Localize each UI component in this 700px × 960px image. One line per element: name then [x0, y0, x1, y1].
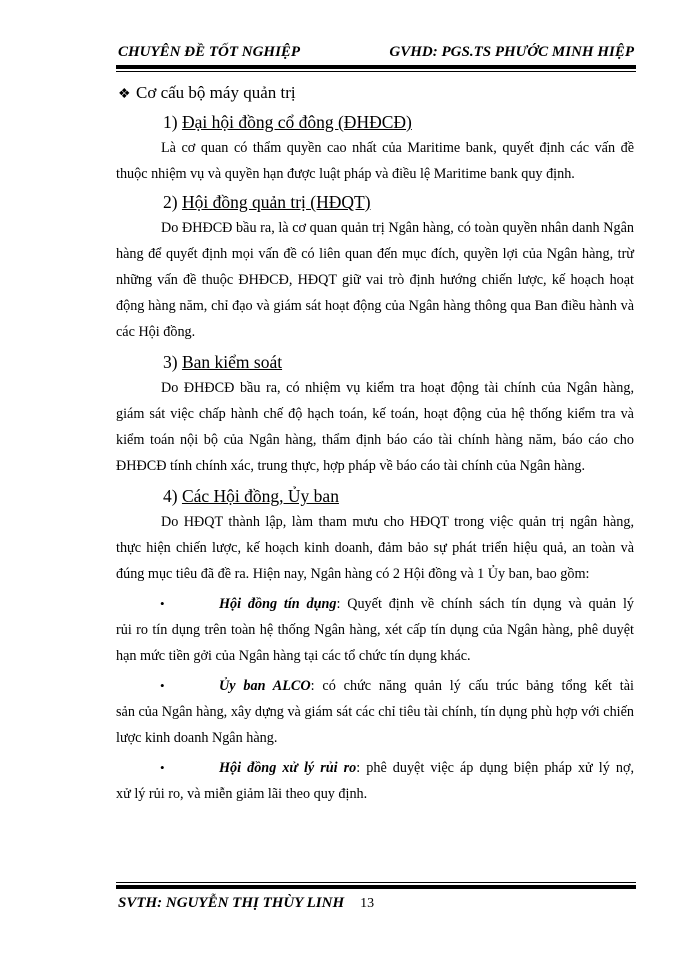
bullet-term: Hội đồng tín dụng — [219, 596, 337, 612]
bullet-dot-icon: • — [160, 678, 165, 693]
heading-title: Hội đồng quản trị (HĐQT) — [181, 192, 371, 212]
section-intro — [118, 83, 634, 103]
heading-title: Các Hội đồng, Ủy ban — [181, 486, 339, 506]
header-title: CHUYÊN ĐỀ TỐT NGHIỆP — [118, 44, 301, 60]
paragraph-3: Do ĐHĐCĐ bầu ra, có nhiệm vụ kiểm tra hoạt động tài chính của Ngân hàng, giám sát việc chấp hành chế độ hạch toán, kế toán, hoạt động của hệ thống kiểm tra và kiểm toán nội bộ của Ngân hàng, thẩm định báo cáo tài chính hàng năm, báo cáo cho ĐHĐCĐ tính chính xác, trung thực, hợp pháp về báo cáo tài chính của Ngân hàng. — [116, 380, 634, 474]
heading-4 — [116, 483, 634, 509]
page-number: 13 — [360, 896, 375, 911]
footer-rule-thin — [116, 882, 636, 883]
page-header — [118, 44, 634, 64]
heading-title: Ban kiểm soát — [181, 352, 283, 372]
heading-number: 2) — [163, 192, 178, 212]
footer-rule-thick — [116, 885, 636, 889]
footer-author: SVTH: NGUYỄN THỊ THÙY LINH — [118, 895, 345, 911]
bullet-item — [116, 755, 634, 807]
bullet-dot-icon: • — [160, 596, 165, 611]
page-footer — [118, 895, 374, 912]
header-rule-thick — [116, 65, 636, 69]
bullet-first-line: : Quyết định về chính sách tín dụng và quản lý — [336, 596, 634, 612]
bullet-dot-icon: • — [160, 760, 165, 775]
heading-1 — [116, 109, 634, 135]
bullet-item — [116, 673, 634, 751]
bullet-item — [116, 591, 634, 669]
heading-number: 3) — [163, 352, 178, 372]
document-body — [116, 76, 634, 807]
heading-3 — [116, 349, 634, 375]
bullet-continuation: xử lý rủi ro, và miễn giảm lãi theo quy định. — [116, 786, 368, 802]
bullet-term: Ủy ban ALCO — [219, 678, 311, 694]
heading-number: 4) — [163, 486, 178, 506]
heading-2 — [116, 189, 634, 215]
header-advisor: GVHD: PGS.TS PHƯỚC MINH HIỆP — [389, 44, 634, 60]
intro-text: Cơ cấu bộ máy quản trị — [136, 83, 296, 102]
heading-number: 1) — [163, 112, 178, 132]
paragraph-4: Do HĐQT thành lập, làm tham mưu cho HĐQT trong việc quản trị ngân hàng, thực hiện chiến lược, kế hoạch kinh doanh, đảm bảo sự phát triển hiệu quả, an toàn và đúng mục tiêu đã đề ra. Hiện nay, Ngân hàng có 2 Hội đồng và 1 Ủy ban, bao gồm: — [116, 514, 634, 582]
bullet-term: Hội đồng xử lý rủi ro — [219, 760, 357, 776]
bullet-continuation: sản của Ngân hàng, xây dựng và giám sát các chỉ tiêu tài chính, tín dụng phù hợp với chiến lược kinh doanh Ngân hàng. — [116, 704, 634, 746]
diamond-bullet-icon: ❖ — [118, 87, 131, 102]
bullet-continuation: rủi ro tín dụng trên toàn hệ thống Ngân hàng, xét cấp tín dụng của Ngân hàng, phê duyệt hạn mức tiền gởi của Ngân hàng tại các tổ chức tín dụng khác. — [116, 622, 634, 664]
bullet-first-line: : có chức năng quản lý cấu trúc bảng tổng kết tài — [310, 678, 634, 694]
paragraph-2: Do ĐHĐCĐ bầu ra, là cơ quan quản trị Ngân hàng, có toàn quyền nhân danh Ngân hàng để quyết định mọi vấn đề có liên quan đến mục đích, quyền lợi của Ngân hàng, trừ những vấn đề thuộc ĐHĐCĐ, HĐQT giữ vai trò định hướng chiến lược, kế hoạch hoạt động hàng năm, chỉ đạo và giám sát hoạt động của Ngân hàng thông qua Ban điều hành và các Hội đồng. — [116, 220, 634, 340]
paragraph-1: Là cơ quan có thẩm quyền cao nhất của Maritime bank, quyết định các vấn đề thuộc nhiệm vụ và quyền hạn được luật pháp và điều lệ Maritime bank quy định. — [116, 140, 634, 182]
heading-title: Đại hội đồng cổ đông (ĐHĐCĐ) — [181, 112, 412, 132]
bullet-first-line: : phê duyệt việc áp dụng biện pháp xử lý nợ, — [356, 760, 635, 776]
header-rule-thin — [116, 71, 636, 72]
